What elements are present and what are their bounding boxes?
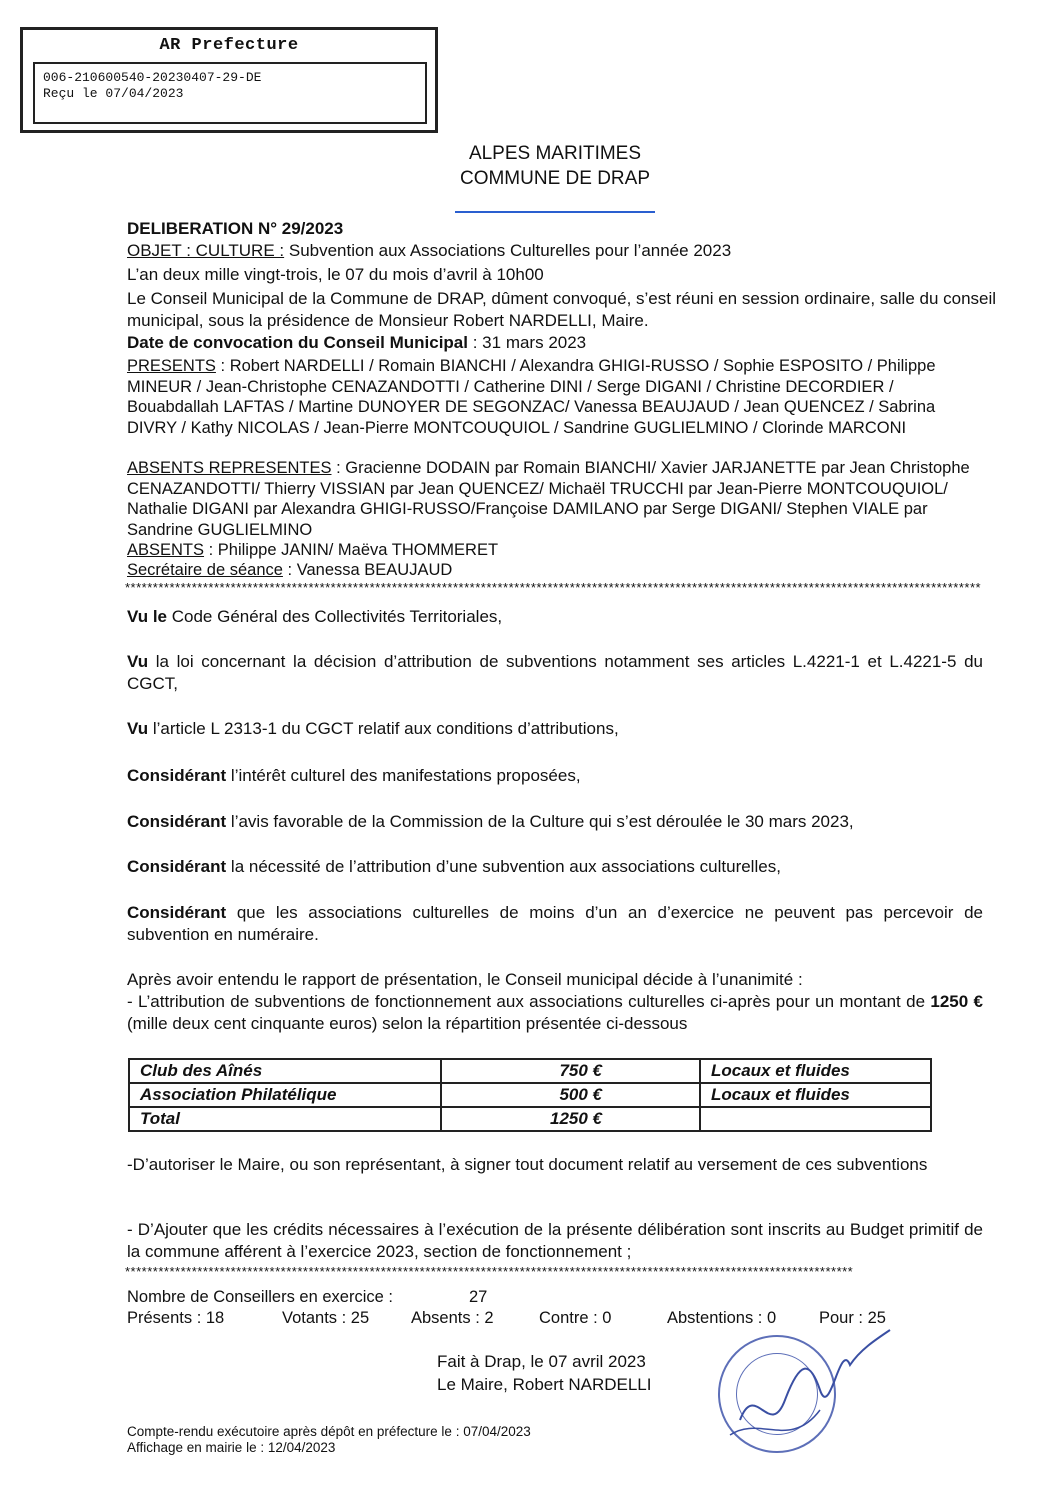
presents-paragraph (127, 356, 987, 438)
allocation-amount: 500 € (441, 1083, 700, 1107)
presents-count: Présents : 18 (127, 1309, 225, 1327)
allocation-name: Association Philatélique (129, 1083, 441, 1107)
votants-count: Votants : 25 (282, 1309, 370, 1327)
separator-stars: ********************************************************************************************************************************************************** (125, 582, 982, 594)
pour-count: Pour : 25 (819, 1309, 886, 1327)
vu-loi (127, 651, 983, 695)
considerant-4 (127, 902, 983, 946)
contre-count: Contre : 0 (539, 1309, 612, 1327)
considerant-1 (127, 765, 983, 787)
councillors-label: Nombre de Conseillers en exercice : (127, 1288, 393, 1306)
considerant-3-bold: Considérant (127, 857, 227, 876)
header-divider (455, 211, 655, 213)
considerant-2-text: l’avis favorable de la Commission de la Culture qui s’est déroulée le 30 mars 2023, (230, 812, 854, 831)
stamp-ref: 006-210600540-20230407-29-DE (43, 70, 262, 85)
secretary-label: Secrétaire de séance (127, 561, 283, 579)
stamp-reference-box (33, 62, 427, 124)
decision-allocation-text-b: (mille deux cent cinquante euros) selon la répartition présentée ci-dessous (127, 1014, 688, 1033)
considerant-2-bold: Considérant (127, 812, 227, 831)
decision-budget: - D’Ajouter que les crédits nécessaires à l’exécution de la présente délibération sont inscrits au Budget primitif de la commune afférent à l’exercice 2023, section de fonctionnement ; (127, 1220, 983, 1261)
absents-count: Absents : 2 (411, 1309, 494, 1327)
deliberation-number: DELIBERATION N° 29/2023 (127, 219, 344, 238)
allocation-amount: 750 € (441, 1059, 700, 1083)
vu-article-bold: Vu (127, 719, 149, 738)
stamp-received: Reçu le 07/04/2023 (43, 86, 184, 101)
convocation-value: : 31 mars 2023 (472, 333, 587, 352)
absents-represented-label: ABSENTS REPRESENTES (127, 459, 332, 477)
separator-stars-2: *********************************************************************************************************************************** (125, 1266, 854, 1278)
object-label: OBJET : CULTURE : (127, 241, 285, 260)
decision-allocation-text-a: - L’attribution de subventions de fonctionnement aux associations culturelles ci-après pour un montant de (127, 992, 926, 1011)
affichage-line: Affichage en mairie le : 12/04/2023 (127, 1440, 336, 1455)
allocation-row (129, 1107, 931, 1131)
decision-allocation (127, 991, 983, 1035)
council-line: Le Conseil Municipal de la Commune de DRAP, dûment convoqué, s’est réuni en session ordinaire, salle du conseil municipal, sous la présidence de Monsieur Robert NARDELLI, Maire. (127, 289, 997, 330)
fait-a-drap: Fait à Drap, le 07 avril 2023 (437, 1352, 646, 1371)
secretary-text: : Vanessa BEAUJAUD (287, 561, 453, 579)
considerant-3-text: la nécessité de l’attribution d’une subvention aux associations culturelles, (230, 857, 781, 876)
vu-article (127, 718, 983, 740)
vu-cgct-bold: Vu le (127, 607, 167, 626)
considerant-4-text: que les associations culturelles de moins d’un an d’exercice ne peuvent pas percevoir de subvention en numéraire. (127, 903, 983, 944)
ar-prefecture-stamp (20, 27, 438, 133)
absents-label: ABSENTS (127, 541, 205, 559)
considerant-4-bold: Considérant (127, 903, 227, 922)
vu-cgct (127, 606, 983, 628)
considerant-1-text: l’intérêt culturel des manifestations proposées, (230, 766, 581, 785)
presents-text: : Robert NARDELLI / Romain BIANCHI / Alexandra GHIGI-RUSSO / Sophie ESPOSITO / Philippe MINEUR / Jean-Christophe CENAZANDOTTI / Catherine DINI / Serge DIGANI / Christine DECORDIER / Bouabdallah LAFTAS / Martine DUNOYER DE SEGONZAC/ Vanessa BEAUJAUD / Jean QUENCEZ / Sabrina DIVRY / Kathy NICOLAS / Jean-Pierre MONTCOUQUIOL / Sandrine GUGLIELMINO / Clorinde MARCONI (127, 357, 936, 437)
absents-represented-paragraph (127, 458, 987, 540)
signer-name: Le Maire, Robert NARDELLI (437, 1375, 652, 1394)
executoire-line: Compte-rendu exécutoire après dépôt en préfecture le : 07/04/2023 (127, 1424, 531, 1439)
absents-text: : Philippe JANIN/ Maëva THOMMERET (208, 541, 499, 559)
object-line (127, 240, 947, 262)
decision-allocation-amount: 1250 € (930, 992, 983, 1011)
allocation-note: Locaux et fluides (700, 1059, 931, 1083)
convocation-label: Date de convocation du Conseil Municipal (127, 333, 468, 352)
vu-loi-bold: Vu (127, 652, 149, 671)
councillors-value: 27 (469, 1288, 488, 1306)
considerant-2 (127, 811, 983, 833)
allocation-row (129, 1083, 931, 1107)
abstentions-count: Abstentions : 0 (667, 1309, 777, 1327)
object-text: Subvention aux Associations Culturelles pour l’année 2023 (288, 241, 732, 260)
allocation-note (700, 1107, 931, 1131)
allocation-row (129, 1059, 931, 1083)
secretary-line (127, 560, 987, 581)
vu-loi-text: la loi concernant la décision d’attribution de subventions notamment ses articles L.4221-1 et L.4221-5 du CGCT, (127, 652, 983, 693)
department-heading: ALPES MARITIMES (468, 143, 642, 164)
convocation-line (127, 333, 586, 354)
stamp-title: AR Prefecture (159, 36, 299, 55)
presents-label: PRESENTS (127, 357, 216, 375)
considerant-3 (127, 856, 983, 878)
absents-line (127, 540, 987, 561)
decision-authorize: -D’autoriser le Maire, ou son représentant, à signer tout document relatif au versement de ces subventions (127, 1155, 928, 1174)
allocation-note: Locaux et fluides (700, 1083, 931, 1107)
allocation-amount: 1250 € (441, 1107, 700, 1131)
considerant-1-bold: Considérant (127, 766, 227, 785)
allocation-name: Club des Aînés (129, 1059, 441, 1083)
vu-article-text: l’article L 2313-1 du CGCT relatif aux conditions d’attributions, (152, 719, 619, 738)
absents-represented-text: : Gracienne DODAIN par Romain BIANCHI/ Xavier JARJANETTE par Jean Christophe CENAZANDOTTI/ Thierry VISSIAN par Jean QUENCEZ/ Michaël TRUCCHI par Jean-Pierre MONTCOUQUIOL/ Nathalie DIGANI par Alexandra GHIGI-RUSSO/Françoise DAMILANO par Serge DIGANI/ Stephen VIALE par Sandrine GUGLIELMINO (127, 459, 970, 539)
allocation-name: Total (129, 1107, 441, 1131)
commune-heading: COMMUNE DE DRAP (459, 168, 650, 189)
decision-intro: Après avoir entendu le rapport de présentation, le Conseil municipal décide à l’unanimité : (127, 970, 803, 989)
vu-cgct-text: Code Général des Collectivités Territoriales, (171, 607, 503, 626)
allocation-table (128, 1058, 932, 1132)
session-date-line: L’an deux mille vingt-trois, le 07 du mois d’avril à 10h00 (127, 265, 544, 284)
signature-scribble-icon (700, 1320, 900, 1460)
